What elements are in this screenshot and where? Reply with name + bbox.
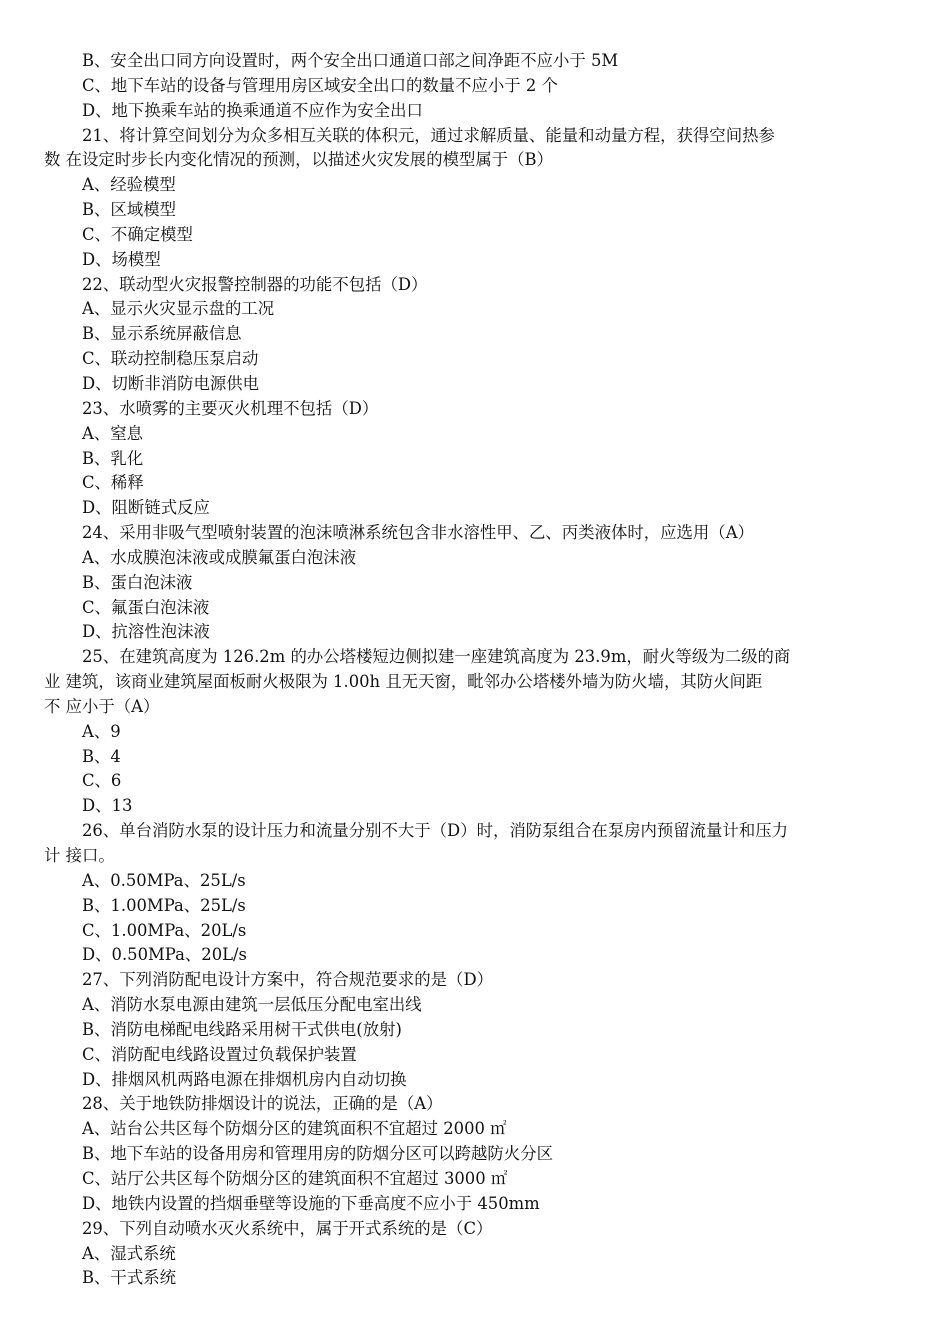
text-line: B、区域模型 <box>82 200 176 220</box>
text-line: A、消防水泵电源由建筑一层低压分配电室出线 <box>82 995 422 1015</box>
text-line: B、乳化 <box>82 448 144 468</box>
text-line: C、联动控制稳压泵启动 <box>82 349 259 369</box>
text-line: C、1.00MPa、20L/s <box>82 920 247 940</box>
text-line: 29、下列自动喷水灭火系统中，属于开式系统的是（C） <box>82 1218 493 1238</box>
text-line: C、消防配电线路设置过负载保护装置 <box>82 1044 357 1064</box>
text-line: 26、单台消防水泵的设计压力和流量分别不大于（D）时，消防泵组合在泵房内预留流量计和压力 <box>82 821 789 841</box>
text-line: D、地铁内设置的挡烟垂壁等设施的下垂高度不应小于 450mm <box>82 1193 540 1213</box>
text-line: A、水成膜泡沫液或成膜氟蛋白泡沫液 <box>82 547 357 567</box>
text-line: A、湿式系统 <box>82 1243 176 1263</box>
text-line: A、窒息 <box>82 423 144 443</box>
text-line: D、0.50MPa、20L/s <box>82 945 247 965</box>
text-line: 27、下列消防配电设计方案中，符合规范要求的是（D） <box>82 970 493 990</box>
text-line: A、站台公共区每个防烟分区的建筑面积不宜超过 2000 ㎡ <box>82 1119 507 1139</box>
text-line: B、干式系统 <box>82 1268 176 1288</box>
text-line: A、0.50MPa、25L/s <box>82 870 246 890</box>
text-line: 24、采用非吸气型喷射装置的泡沫喷淋系统包含非水溶性甲、乙、丙类液体时，应选用（A） <box>82 523 754 543</box>
text-line: 22、联动型火灾报警控制器的功能不包括（D） <box>82 274 428 294</box>
text-line: D、抗溶性泡沫液 <box>82 622 210 642</box>
text-line: C、稀释 <box>82 473 144 493</box>
text-line: C、氟蛋白泡沫液 <box>82 597 210 617</box>
text-line: C、6 <box>82 771 122 791</box>
text-line: D、切断非消防电源供电 <box>82 373 260 393</box>
text-line-continuation: 计 接口。 <box>44 846 115 865</box>
text-line: A、经验模型 <box>82 175 176 195</box>
text-line: A、显示火灾显示盘的工况 <box>82 299 275 319</box>
text-line: 25、在建筑高度为 126.2m 的办公塔楼短边侧拟建一座建筑高度为 23.9m，耐火等级为二级的商 <box>82 647 791 667</box>
document-body <box>44 49 908 1291</box>
text-line: C、站厅公共区每个防烟分区的建筑面积不宜超过 3000 ㎡ <box>82 1168 508 1188</box>
text-line: B、安全出口同方向设置时，两个安全出口通道口部之间净距不应小于 5M <box>82 51 619 70</box>
text-line: B、4 <box>82 746 121 766</box>
text-line: B、地下车站的设备用房和管理用房的防烟分区可以跨越防火分区 <box>82 1144 553 1164</box>
text-line: 21、将计算空间划分为众多相互关联的体积元，通过求解质量、能量和动量方程，获得空间热参 <box>82 125 775 145</box>
text-line: D、场模型 <box>82 249 161 269</box>
text-line: B、1.00MPa、25L/s <box>82 895 246 915</box>
text-line: D、13 <box>82 796 133 816</box>
text-line: B、蛋白泡沫液 <box>82 572 193 592</box>
text-line: 23、水喷雾的主要灭火机理不包括（D） <box>82 398 379 418</box>
text-line-continuation: 业 建筑，该商业建筑屋面板耐火极限为 1.00h 且无天窗，毗邻办公塔楼外墙为防火墙，其防火间距 <box>44 672 763 692</box>
text-line: C、地下车站的设备与管理用房区域安全出口的数量不应小于 2 个 <box>82 75 558 95</box>
text-line: D、阻断链式反应 <box>82 498 210 518</box>
text-line: D、地下换乘车站的换乘通道不应作为安全出口 <box>82 100 423 120</box>
text-line: B、消防电梯配电线路采用树干式供电(放射) <box>82 1019 402 1039</box>
text-line: B、显示系统屏蔽信息 <box>82 324 242 344</box>
text-line: A、9 <box>82 721 121 741</box>
text-line: C、不确定模型 <box>82 224 193 244</box>
text-line-continuation: 数 在设定时步长内变化情况的预测，以描述火灾发展的模型属于（B） <box>44 150 553 170</box>
text-line: D、排烟风机两路电源在排烟机房内自动切换 <box>82 1069 407 1089</box>
text-line: 28、关于地铁防排烟设计的说法，正确的是（A） <box>82 1094 443 1114</box>
text-line-continuation: 不 应小于（A） <box>44 696 160 716</box>
